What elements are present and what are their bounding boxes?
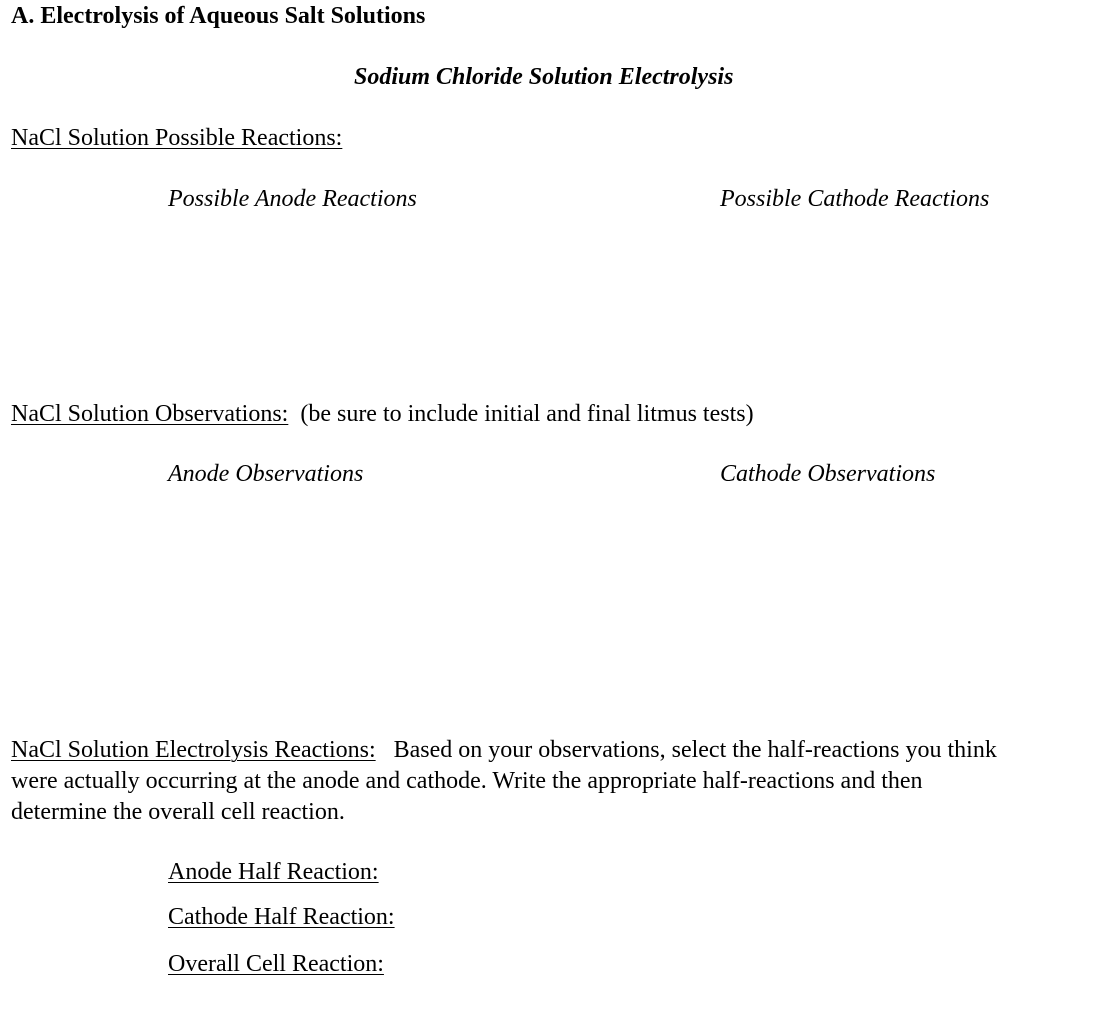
cathode-observations-label: Cathode Observations: [720, 461, 936, 487]
overall-cell-reaction-label: Overall Cell Reaction:: [168, 951, 384, 977]
document-title: Sodium Chloride Solution Electrolysis: [354, 64, 734, 90]
observations-note: (be sure to include initial and final litmus tests): [300, 401, 754, 427]
anode-observations-label: Anode Observations: [168, 461, 364, 487]
electrolysis-reactions-paragraph: [11, 735, 1101, 828]
paragraph-line-3: determine the overall cell reaction.: [11, 799, 345, 825]
possible-reactions-heading: NaCl Solution Possible Reactions:: [11, 125, 343, 151]
possible-anode-reactions-label: Possible Anode Reactions: [168, 186, 417, 212]
possible-cathode-reactions-label: Possible Cathode Reactions: [720, 186, 990, 212]
section-title: A. Electrolysis of Aqueous Salt Solutions: [11, 3, 426, 29]
observations-line: [11, 399, 754, 429]
observations-heading: NaCl Solution Observations:: [11, 401, 289, 427]
electrolysis-reactions-heading: NaCl Solution Electrolysis Reactions:: [11, 737, 376, 763]
anode-half-reaction-label: Anode Half Reaction:: [168, 859, 379, 885]
cathode-half-reaction-label: Cathode Half Reaction:: [168, 904, 395, 930]
paragraph-line-2: were actually occurring at the anode and cathode. Write the appropriate half-reactions and then: [11, 768, 923, 794]
paragraph-line-1: [11, 735, 1101, 766]
paragraph-line-1-text: Based on your observations, select the half-reactions you think: [393, 737, 997, 763]
